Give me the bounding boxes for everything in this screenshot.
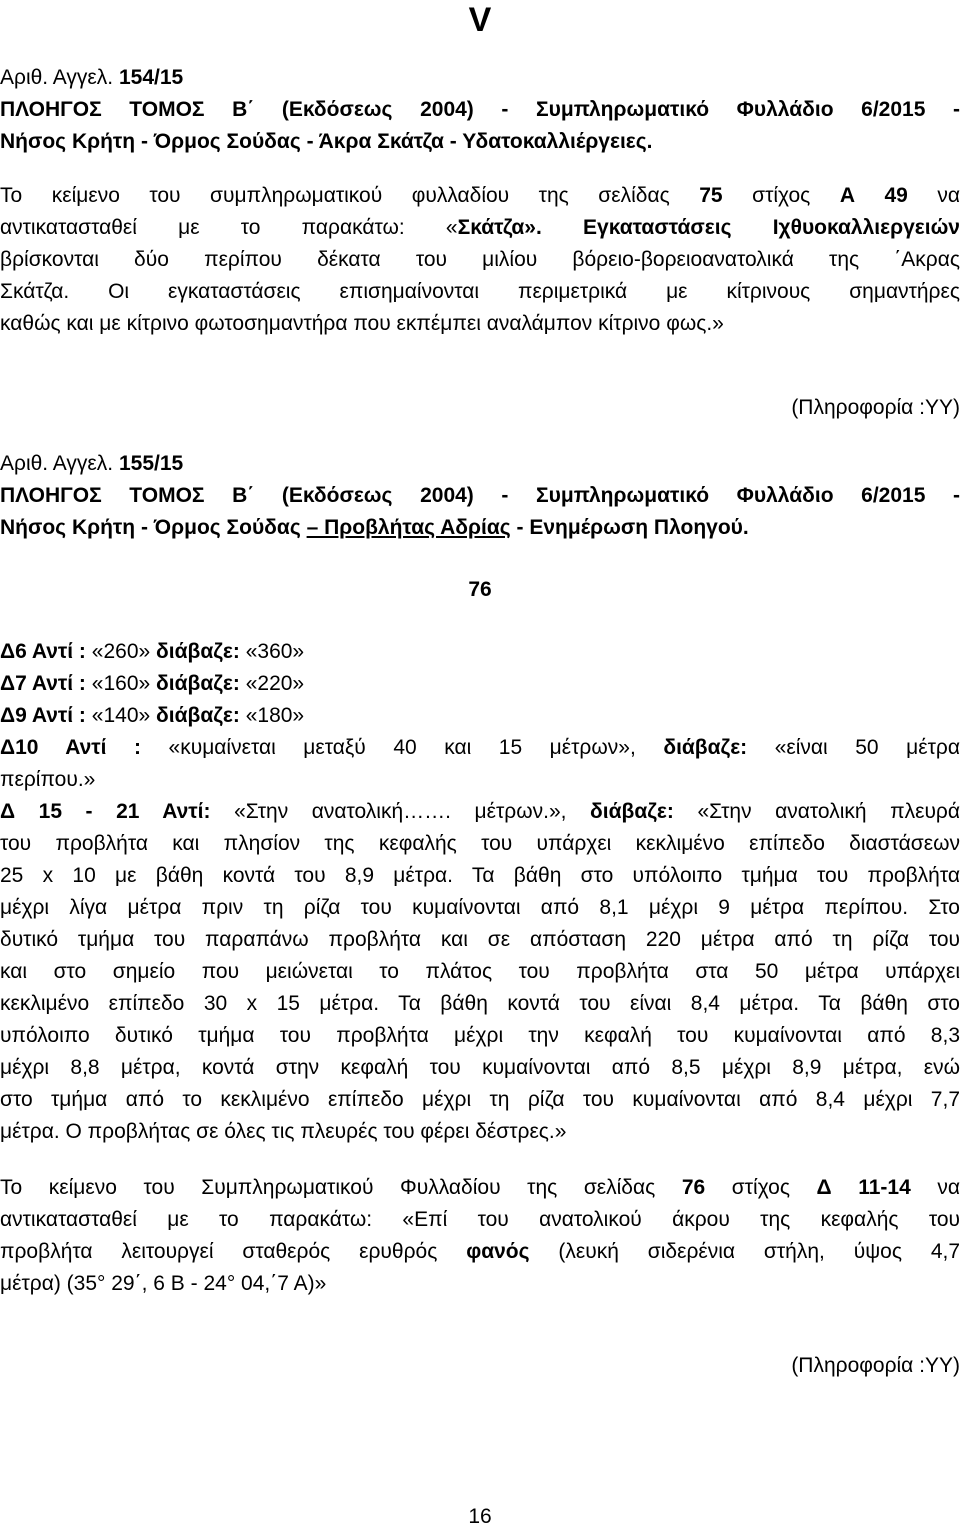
notice1-paragraph-line3: βρίσκονται δύο περίπου δέκατα του μιλίου βόρειο-βορειοανατολικά της ΄Ακρας: [0, 248, 960, 271]
correction-d15-21-line: κεκλιμένο επίπεδο 30 x 15 μέτρα. Τα βάθη κοντά του είναι 8,4 μέτρα. Τα βάθη στο: [0, 992, 960, 1015]
header-mark: V: [468, 1, 492, 39]
notice1-paragraph-line2: αντικατασταθεί με το παρακάτω: «Σκάτζα». Εγκαταστάσεις Ιχθυοκαλλιεργειών: [0, 216, 960, 239]
correction-d10-line2: περίπου.»: [0, 768, 96, 791]
correction-d15-21-line: μέχρι λίγα μέτρα πριν τη ρίζα του κυμαίνονται από 8,1 μέχρι 9 μέτρα περίπου. Στο: [0, 896, 960, 919]
page-number: 16: [468, 1505, 492, 1528]
correction-d15-21-line: μέχρι 8,8 μέτρα, κοντά στην κεφαλή του κυμαίνονται από 8,5 μέχρι 8,9 μέτρα, ενώ: [0, 1056, 960, 1079]
correction-d15-21-line: δυτικό τμήμα του παραπάνω προβλήτα και σε απόσταση 220 μέτρα από τη ρίζα του: [0, 928, 960, 951]
correction-d15-21: Δ 15 - 21 Αντί: «Στην ανατολική……. μέτρων.», διάβαζε: «Στην ανατολική πλευρά: [0, 800, 960, 823]
correction-d15-21-line: υπόλοιπο δυτικό τμήμα του προβλήτα μέχρι την κεφαλή του κυμαίνονται από 8,3: [0, 1024, 960, 1047]
correction-d9: Δ9 Αντί : «140» διάβαζε: «180»: [0, 704, 305, 727]
correction-d15-21-line: 25 x 10 με βάθη κοντά του 8,9 μέτρα. Τα βάθη στο υπόλοιπο τμήμα του προβλήτα: [0, 864, 960, 887]
notice1-paragraph-line1: Το κείμενο του συμπληρωματικού φυλλαδίου της σελίδας 75 στίχος Α 49 να: [0, 184, 960, 207]
notice2-title-line1: ΠΛΟΗΓΟΣ ΤΟΜΟΣ Β΄ (Εκδόσεως 2004) - Συμπληρωματικό Φυλλάδιο 6/2015 -: [0, 484, 960, 507]
correction-d6: Δ6 Αντί : «260» διάβαζε: «360»: [0, 640, 305, 663]
notice2-paragraph-line1: Το κείμενο του Συμπληρωματικού Φυλλαδίου της σελίδας 76 στίχος Δ 11-14 να: [0, 1176, 960, 1199]
correction-d15-21-line: και στο σημείο που μειώνεται το πλάτος του προβλήτα στα 50 μέτρα υπάρχει: [0, 960, 960, 983]
notice2-paragraph-line2: αντικατασταθεί με το παρακάτω: «Επί του ανατολικού άκρου της κεφαλής του: [0, 1208, 960, 1231]
notice2-number: Αριθ. Αγγελ. 155/15: [0, 452, 184, 475]
notice2-title-line2: Νήσος Κρήτη - Όρμος Σούδας – Προβλήτας Αδρίας - Ενημέρωση Πλοηγού.: [0, 516, 749, 539]
correction-d10: Δ10 Αντί : «κυμαίνεται μεταξύ 40 και 15 μέτρων», διάβαζε: «είναι 50 μέτρα: [0, 736, 960, 759]
notice1-paragraph-line4: Σκάτζα. Οι εγκαταστάσεις επισημαίνονται περιμετρικά με κίτρινους σημαντήρες: [0, 280, 960, 303]
correction-d15-21-last-line: μέτρα. Ο προβλήτας σε όλες τις πλευρές του φέρει δέστρες.»: [0, 1120, 567, 1143]
correction-d15-21-line: στο τμήμα από το κεκλιμένο επίπεδο μέχρι τη ρίζα του κυμαίνονται από 8,4 μέχρι 7,7: [0, 1088, 960, 1111]
section-number: 76: [468, 578, 492, 601]
notice1-title-line2: Νήσος Κρήτη - Όρμος Σούδας - Άκρα Σκάτζα - Υδατοκαλλιέργειες.: [0, 130, 653, 153]
notice1-number: Αριθ. Αγγελ. 154/15: [0, 66, 184, 89]
correction-d7: Δ7 Αντί : «160» διάβαζε: «220»: [0, 672, 305, 695]
notice1-info-source: (Πληροφορία :ΥΥ): [791, 396, 960, 419]
correction-d15-21-line: του προβλήτα και πλησίον της κεφαλής του υπάρχει κεκλιμένο επίπεδο διαστάσεων: [0, 832, 960, 855]
notice2-paragraph-line4: μέτρα) (35° 29΄, 6 Β - 24° 04,΄7 Α)»: [0, 1272, 327, 1295]
notice1-paragraph-line5: καθώς και με κίτρινο φωτοσημαντήρα που εκπέμπει αναλάμπον κίτρινο φως.»: [0, 312, 724, 335]
notice1-title-line1: ΠΛΟΗΓΟΣ ΤΟΜΟΣ Β΄ (Εκδόσεως 2004) - Συμπληρωματικό Φυλλάδιο 6/2015 -: [0, 98, 960, 121]
notice2-info-source: (Πληροφορία :ΥΥ): [791, 1354, 960, 1377]
notice2-paragraph-line3: προβλήτα λειτουργεί σταθερός ερυθρός φανός (λευκή σιδερένια στήλη, ύψος 4,7: [0, 1240, 960, 1263]
